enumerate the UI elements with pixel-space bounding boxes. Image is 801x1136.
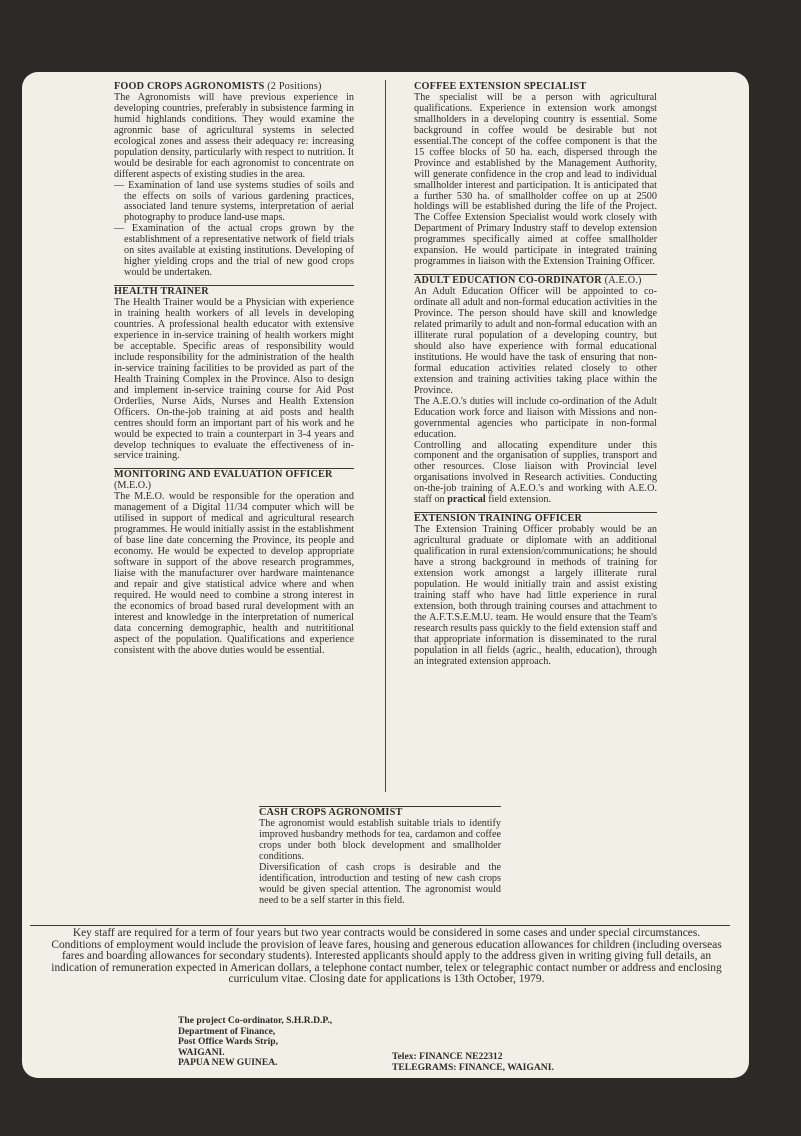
heading-text: ADULT EDUCATION CO-ORDINATOR bbox=[414, 275, 602, 287]
coffee-section bbox=[414, 82, 657, 268]
right-column bbox=[414, 82, 657, 674]
section-paragraph: The A.E.O.'s duties will include co-ordination of the Adult Education work force and liaison with Missions and non-governmental agencies who participate in non-formal education. bbox=[414, 395, 657, 440]
heading-subtitle: (A.E.O.) bbox=[604, 275, 642, 287]
advertisement-page bbox=[22, 72, 749, 1078]
address-line: Post Office Wards Strip, bbox=[178, 1036, 279, 1048]
employment-conditions bbox=[44, 928, 729, 986]
heading-subtitle: (2 Positions) bbox=[267, 81, 322, 92]
section-heading: CASH CROPS AGRONOMIST bbox=[259, 807, 403, 818]
monitoring-section bbox=[114, 470, 354, 656]
section-body: The M.E.O. would be responsible for the operation and management of a Digital 11/34 computer which will be utilised in support of medical and agricultural research programmes. He would initially assist in the establishment of base line date concerning the Province, its people and economy. He would be expected to develop appropriate software in support of the above research programmes, liaise with the manufacturer over hardware maintenance and repair and give statistical advice where and when required. He would need to combine a strong interest in the economics of broad based rural development with an interest and knowledge in the interpretation of numerical data concerning demographic, health and nutrititional aspect of the population. Qualifications and experience consistent with the above duties would be essential. bbox=[114, 491, 354, 656]
address-line: Department of Finance, bbox=[178, 1025, 276, 1037]
food-crops-section bbox=[114, 82, 354, 279]
health-trainer-section bbox=[114, 287, 354, 462]
bullet-point: — Examination of the actual crops grown by the establishment of a representative network of field trials on sites available at existing institutions. Developing of higher yielding crops and the trial of new good crops would be undertaken. bbox=[114, 224, 354, 279]
footer-paragraph: Conditions of employment would include the provision of leave fares, housing and generous education allowances for children (including overseas fares and boarding allowances for secondary students). Interested applicants should apply to the address given in writing giving full details, an indication of remuneration expected in American dollars, a telephone contact number, telex or telegraphic contact number or address and enclosing curriculum vitae. Closing date for applications is 13th October, 1979. bbox=[51, 938, 722, 986]
cash-crops-section bbox=[259, 806, 501, 907]
section-heading: COFFEE EXTENSION SPECIALIST bbox=[414, 81, 587, 92]
telex-contact bbox=[392, 1052, 554, 1073]
section-paragraph bbox=[414, 441, 657, 507]
section-paragraph: Diversification of cash crops is desirable and the identification, introduction and testing of new cash crops would be given special attention. The agronomist would need to be a self starter in this field. bbox=[259, 861, 501, 906]
section-body: The Agronomists will have previous experience in developing countries, preferably in subsistence farming in humid highlands conditions. They would examine the agronmic base of agricultural systems in selected ecological zones and assess their adequacy re: increasing population density, particularly with respect to nutrition. It would be desirable for each agronomist to concentrate on different aspects of existing studies in the area. bbox=[114, 91, 354, 180]
column-divider bbox=[385, 80, 386, 792]
adult-education-section bbox=[414, 276, 657, 506]
section-heading: HEALTH TRAINER bbox=[114, 286, 209, 298]
paragraph-text: field extension. bbox=[485, 494, 552, 506]
extension-training-section bbox=[414, 514, 657, 667]
paragraph-text: Controlling and allocating expenditure under this component and the organisation of supplies, transport and other resources. Close liaison with Provincial level organisations involved in Research activities. Conducting on-the-job training of A.E.O.'s and working with A.E.O. staff on bbox=[414, 439, 657, 506]
section-paragraph: An Adult Education Officer will be appointed to co-ordinate all adult and non-formal education activities in the Province. The person should have skill and knowledge related primarily to adult and non-formal education with an illiterate rural population of a developing country, but should also have experience with formal educational institutions. He would have the task of ensuring that non-formal education activities related closely to other extension and training activities taking place within the Province. bbox=[414, 286, 657, 396]
address-line: PAPUA NEW GUINEA. bbox=[178, 1057, 278, 1069]
left-column bbox=[114, 82, 354, 663]
footer-paragraph: Key staff are required for a term of four years but two year contracts would be considered in some cases and under special circumstances. bbox=[72, 927, 701, 939]
telegram-line: TELEGRAMS: FINANCE, WAIGANI. bbox=[392, 1061, 554, 1073]
divider bbox=[30, 925, 730, 926]
emphasis-text: practical bbox=[447, 494, 486, 506]
section-paragraph: The agronomist would establish suitable trials to identify improved husbandry methods for tea, cardamon and coffee crops under both block development and smallholder conditions. bbox=[259, 817, 501, 862]
section-body: The Extension Training Officer probably would be an agricultural graduate or diplomate with an additional qualification in rural extension/communications; he should have a strong background in methods of training for extension work amongst a largely illiterate rural population. He would initially train and assist existing training staff who have had little experience in rural extension, both through training courses and attachment to the A.F.T.S.E.M.U. team. He would ensure that the Team's research results pass quickly to the field extension staff and that appropriate information is disseminated to the rural population in all fields (agric., health, education), through an integrated extension approach. bbox=[414, 524, 657, 667]
section-body: The Health Trainer would be a Physician with experience in training health workers of all levels in developing countries. A professional health educator with extensive experience in in-service training of health workers might be acceptable. Specific areas of responsibility would include responsibility for the administration of the health in-service training facilities to be provided as part of the Health Training Complex in the Province. Also to design and implement in-service training course for Aid Post Orderlies, Nurse Aids, Nurses and Health Extension Officers. On-the-job training at aid posts and health centres should form an important part of his work and he would be expected to train a counterpart in 3-4 years and develop techniques to evaluate the effectiveness of in-service training. bbox=[114, 297, 354, 462]
bullet-point: — Examination of land use systems studies of soils and the effects on soils of various gardening practices, associated land tenure systems, interpretation of aerial photography to produce land-use maps. bbox=[114, 181, 354, 225]
address-line: WAIGANI. bbox=[178, 1046, 225, 1058]
section-body: The specialist will be a person with agricultural qualifications. Experience in extension work amongst smallholders in a developing country is essential. Some background in coffee would be desirable but not essential.The concept of the coffee component is that the 15 coffee blocks of 50 ha. each, dispersed through the Province and established by the Management Authority, will generate confidence in the crop and lead to individual smallholder interest and participation. It is anticipated that a further 530 ha. of smallholder coffee on up at 2500 holdings will be established during the life of the Project. The Coffee Extension Specialist would work closely with Department of Primary Industry staff to develop extension programmes specifically aimed at coffee smallholder expansion. He would participate in integrated training programmes in liaison with the Extension Training Officer. bbox=[414, 91, 657, 268]
postal-address bbox=[178, 1016, 332, 1069]
section-heading: MONITORING AND EVALUATION OFFICER bbox=[114, 469, 333, 481]
address-line: The project Co-ordinator, S.H.R.D.P., bbox=[178, 1015, 333, 1026]
heading-text: FOOD CROPS AGRONOMISTS bbox=[114, 81, 265, 92]
section-heading: EXTENSION TRAINING OFFICER bbox=[414, 513, 583, 525]
section-subtitle: (M.E.O.) bbox=[114, 480, 152, 492]
telex-line: Telex: FINANCE NE22312 bbox=[392, 1051, 503, 1062]
